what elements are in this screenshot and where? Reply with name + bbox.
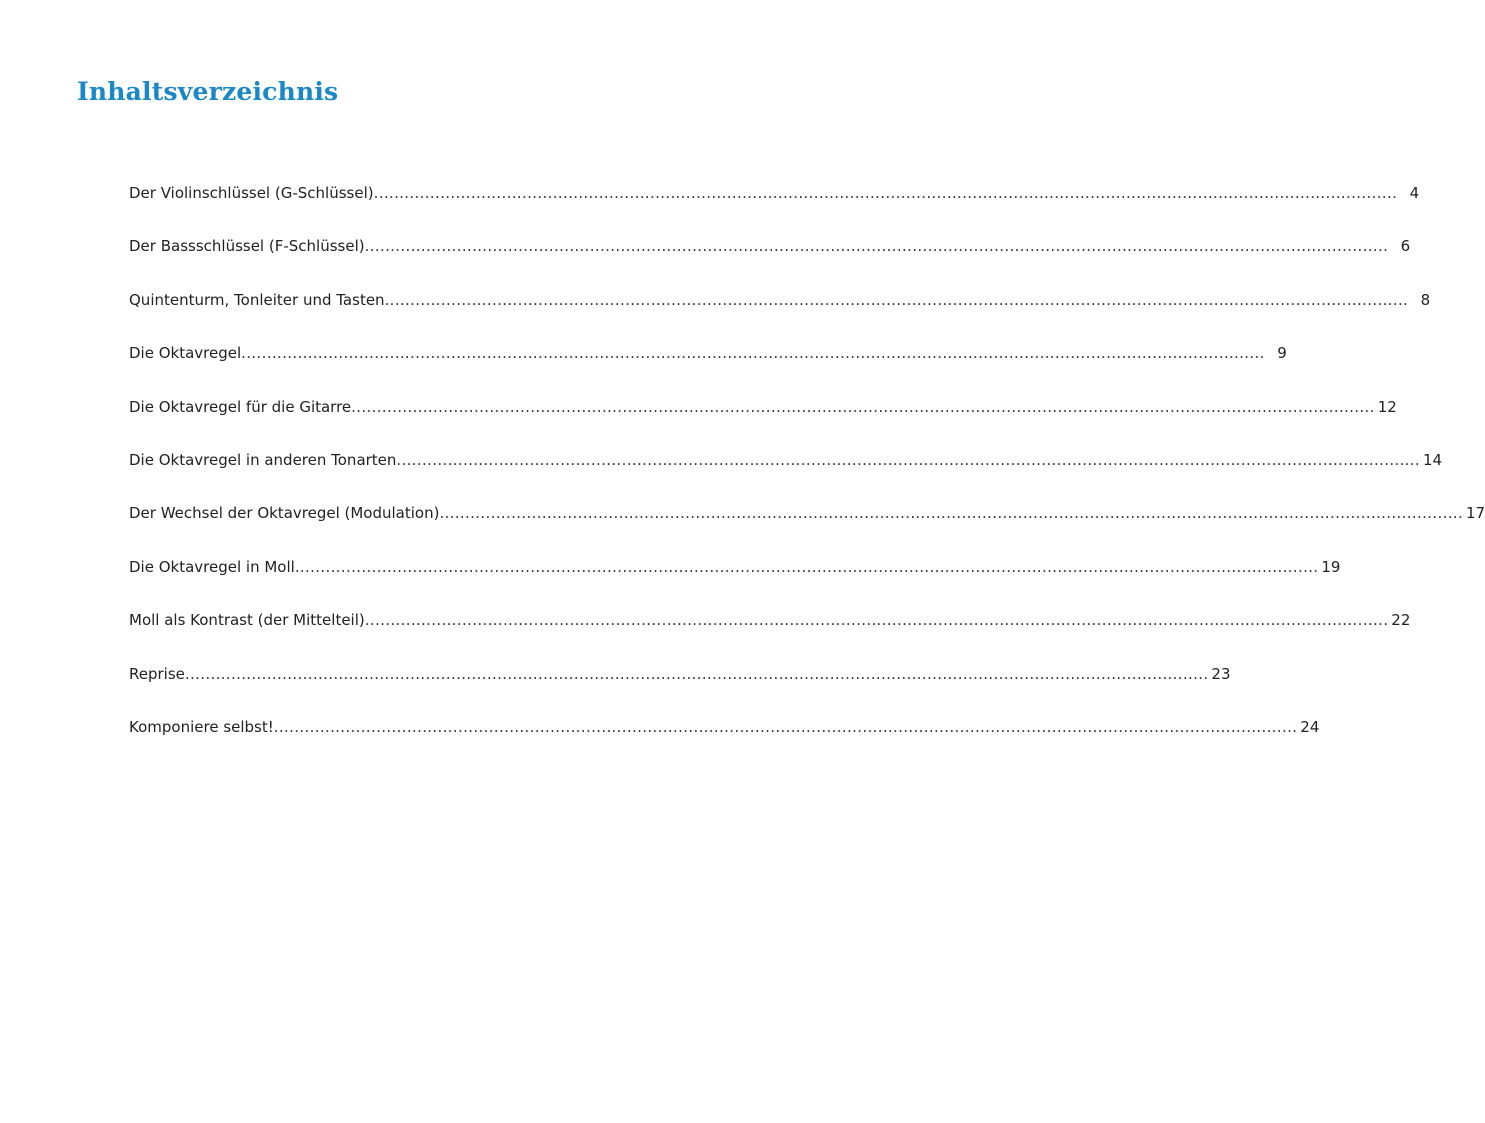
toc-entry[interactable]	[129, 606, 1411, 659]
toc-leader-dots: ........................................................................................................................................................................................................	[384, 290, 1409, 309]
table-of-contents	[129, 179, 1485, 766]
toc-entry-page: 22	[1391, 611, 1411, 630]
toc-entry-page: 19	[1321, 557, 1341, 576]
page-title: Inhaltsverzeichnis	[77, 77, 339, 106]
toc-entry-page: 8	[1420, 290, 1431, 309]
toc-entry-label: Die Oktavregel in anderen Tonarten	[129, 450, 397, 469]
toc-entry[interactable]	[129, 660, 1231, 713]
toc-entry-label: Die Oktavregel für die Gitarre	[129, 397, 352, 416]
toc-leader-dots: ........................................................................................................................................................................................................	[396, 450, 1421, 469]
toc-entry-label: Die Oktavregel in Moll	[129, 557, 295, 576]
toc-entry-label: Moll als Kontrast (der Mittelteil)	[129, 611, 365, 630]
toc-entry-page: 9	[1277, 344, 1287, 363]
toc-entry[interactable]	[129, 713, 1320, 766]
toc-leader-dots: ........................................................................................................................................................................................................	[273, 717, 1298, 736]
toc-entry-page: 12	[1377, 397, 1397, 416]
toc-entry-page: 17	[1465, 504, 1485, 523]
toc-leader-dots: ........................................................................................................................................................................................................	[364, 237, 1389, 256]
toc-leader-dots: ........................................................................................................................................................................................................	[294, 557, 1319, 576]
toc-leader-dots: ........................................................................................................................................................................................................	[439, 504, 1464, 523]
toc-entry-label: Reprise	[129, 664, 185, 683]
toc-entry-page: 23	[1211, 664, 1231, 683]
toc-entry-label: Quintenturm, Tonleiter und Tasten	[129, 290, 385, 309]
toc-leader-dots: ........................................................................................................................................................................................................	[364, 611, 1389, 630]
toc-entry-page: 24	[1300, 717, 1320, 736]
toc-entry[interactable]	[129, 286, 1431, 339]
toc-entry[interactable]	[129, 499, 1485, 552]
toc-entry[interactable]	[129, 446, 1443, 499]
toc-entry-page: 6	[1400, 237, 1411, 256]
toc-entry-label: Der Bassschlüssel (F-Schlüssel)	[129, 237, 365, 256]
toc-leader-dots: ........................................................................................................................................................................................................	[373, 184, 1398, 202]
toc-entry-label: Der Wechsel der Oktavregel (Modulation)	[129, 504, 440, 523]
toc-entry[interactable]	[129, 339, 1287, 392]
toc-entry[interactable]	[129, 393, 1397, 446]
toc-entry[interactable]	[129, 553, 1341, 606]
toc-entry-page: 14	[1422, 450, 1443, 469]
toc-entry-label: Der Violinschlüssel (G-Schlüssel)	[129, 184, 374, 202]
toc-leader-dots: ........................................................................................................................................................................................................	[184, 664, 1209, 683]
toc-entry[interactable]	[129, 232, 1411, 285]
toc-entry-label: Die Oktavregel	[129, 344, 242, 363]
toc-entry-page: 4	[1409, 184, 1420, 202]
toc-entry-label: Komponiere selbst!	[129, 717, 274, 736]
toc-leader-dots: ........................................................................................................................................................................................................	[351, 397, 1375, 416]
toc-leader-dots: ........................................................................................................................................................................................................	[241, 344, 1265, 363]
toc-entry[interactable]	[129, 179, 1420, 232]
